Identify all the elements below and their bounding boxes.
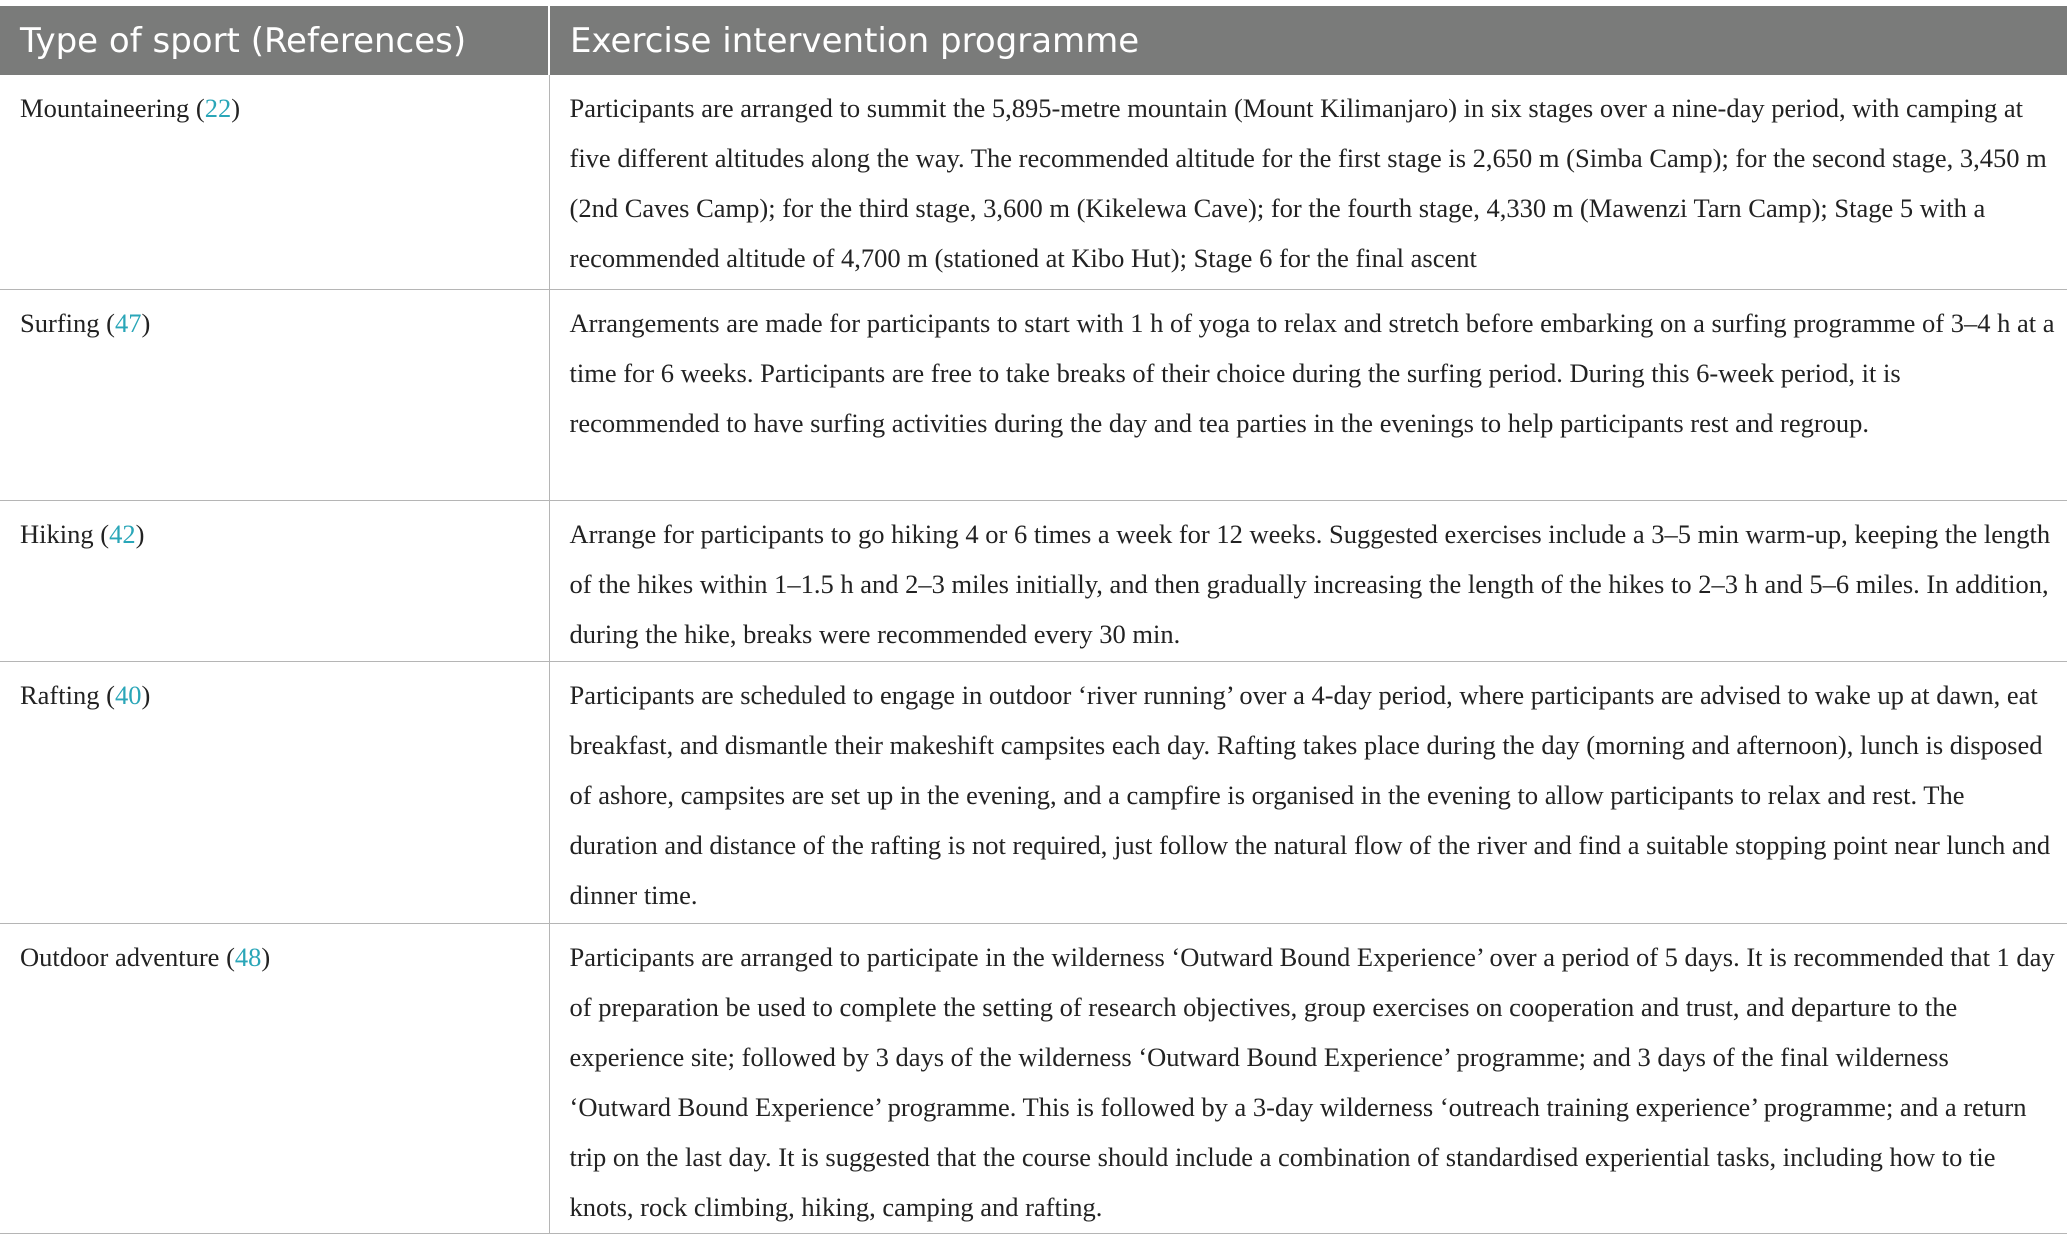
program-cell: Participants are scheduled to engage in outdoor ‘river running’ over a 4-day period, where participants are advised to wake up at dawn, eat breakfast, and dismantle their makeshift campsites each day. Rafting takes place during the day (morning and afternoon), lunch is disposed of ashore, campsites are set up in the evening, and a campfire is organised in the evening to allow participants to relax and rest. The duration and distance of the rafting is not required, just follow the natural flow of the river and find a suitable stopping point near lunch and dinner time. (549, 661, 2067, 923)
table-row (0, 75, 2067, 289)
sport-name: Mountaineering (20, 93, 190, 123)
table-header (0, 6, 2067, 75)
program-cell: Arrange for participants to go hiking 4 or 6 times a week for 12 weeks. Suggested exercises include a 3–5 min warm-up, keeping the length of the hikes within 1–1.5 h and 2–3 miles initially, and then gradually increasing the length of the hikes to 2–3 h and 5–6 miles. In addition, during the hike, breaks were recommended every 30 min. (549, 500, 2067, 661)
exercise-intervention-table (0, 6, 2067, 1234)
reference-link[interactable]: 48 (234, 941, 262, 972)
program-cell: Arrangements are made for participants to start with 1 h of yoga to relax and stretch before embarking on a surfing programme of 3–4 h at a time for 6 weeks. Participants are free to take breaks of their choice during the surfing period. During this 6-week period, it is recommended to have surfing activities during the day and tea parties in the evenings to help participants rest and regroup. (549, 289, 2067, 500)
program-cell: Participants are arranged to summit the 5,895-metre mountain (Mount Kilimanjaro) in six stages over a nine-day period, with camping at five different altitudes along the way. The recommended altitude for the first stage is 2,650 m (Simba Camp); for the second stage, 3,450 m (2nd Caves Camp); for the third stage, 3,600 m (Kikelewa Cave); for the fourth stage, 4,330 m (Mawenzi Tarn Camp); Stage 5 with a recommended altitude of 4,700 m (stationed at Kibo Hut); Stage 6 for the final ascent (549, 75, 2067, 289)
sport-cell: Outdoor adventure (48) (0, 923, 549, 1233)
reference-link[interactable]: 40 (114, 679, 142, 710)
sport-cell: Hiking (42) (0, 500, 549, 661)
column-header-sport: Type of sport (References) (0, 6, 549, 75)
program-cell: Participants are arranged to participate in the wilderness ‘Outward Bound Experience’ over a period of 5 days. It is recommended that 1 day of preparation be used to complete the setting of research objectives, group exercises on cooperation and trust, and departure to the experience site; followed by 3 days of the wilderness ‘Outward Bound Experience’ programme; and 3 days of the final wilderness ‘Outward Bound Experience’ programme. This is followed by a 3-day wilderness ‘outreach training experience’ programme; and a return trip on the last day. It is suggested that the course should include a combination of standardised experiential tasks, including how to tie knots, rock climbing, hiking, camping and rafting. (549, 923, 2067, 1233)
reference-link[interactable]: 22 (204, 93, 232, 123)
exercise-table-container (0, 6, 2067, 1234)
table-row (0, 500, 2067, 661)
sport-cell: Rafting (40) (0, 661, 549, 923)
sport-cell: Surfing (47) (0, 289, 549, 500)
reference-link[interactable]: 47 (114, 307, 142, 338)
sport-name: Outdoor adventure (20, 941, 220, 972)
table-row (0, 923, 2067, 1233)
sport-cell: Mountaineering (22) (0, 75, 549, 289)
sport-name: Surfing (20, 307, 100, 338)
table-row (0, 289, 2067, 500)
column-header-program: Exercise intervention programme (549, 6, 2067, 75)
table-row (0, 661, 2067, 923)
sport-name: Rafting (20, 679, 100, 710)
reference-link[interactable]: 42 (109, 518, 136, 549)
sport-name: Hiking (20, 518, 94, 549)
header-row (0, 6, 2067, 75)
table-body (0, 75, 2067, 1233)
